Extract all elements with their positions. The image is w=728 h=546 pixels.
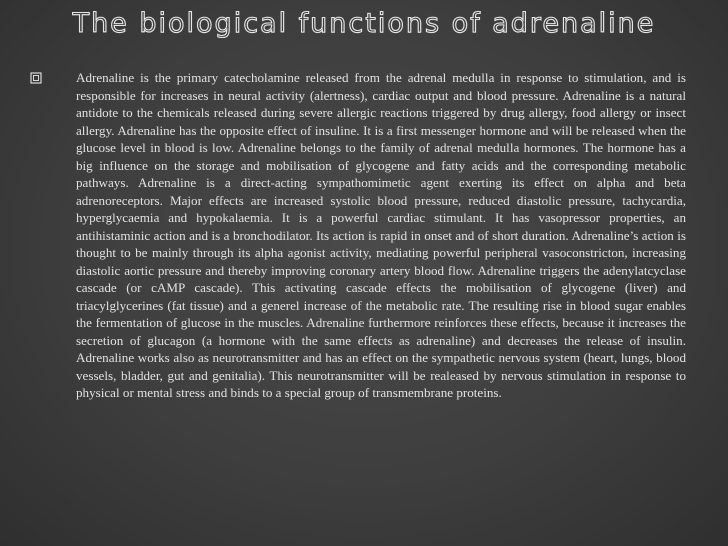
square-bullet-icon [30,72,42,84]
body-paragraph: Adrenaline is the primary catecholamine released from the adrenal medulla in response to stimulation, and is responsible for increases in neural activity (alertness), cardiac output and blood pressure. Adrenaline is a natural antidote to the chemicals released during severe allergic reactions triggered by drug allergy, food allergy or insect allergy. Adrenaline has the opposite effect of insuline. It is a first messenger hormone and will be released when the glucose level in blood is low. Adrenaline belongs to the family of adrenal medulla hormones. The hormone has a big influence on the storage and mobilisation of glycogene and fatty acids and the corresponding metabolic pathways. Adrenaline is a direct-acting sympathomimetic agent exerting its effect on alpha and beta adrenoreceptors. Major effects are increased systolic blood pressure, reduced diastolic pressure, tachycardia, hyperglycaemia and hypokalaemia. It is a powerful cardiac stimulant. It has vasopressor properties, an antihistaminic action and is a bronchodilator. Its action is rapid in onset and of short duration. Adrenaline’s action is thought to be mainly through its alpha agonist activity, mediating powerful peripheral vasoconstricton, increasing diastolic aortic pressure and thereby improving coronary artery blood flow. Adrenaline triggers the adenylatcyclase cascade (or cAMP cascade). This activating cascade effects the mobilisation of glycogene (liver) and triacylglycerines (fat tissue) and a generel increase of the metabolic rate. The resulting rise in blood sugar enables the fermentation of glucose in the muscles. Adrenaline furthermore reinforces these effects, because it increases the secretion of glucagon (a hormone with the same effects as adrenaline) and decreases the release of insulin. Adrenaline works also as neurotransmitter and has an effect on the sympathetic nervous system (heart, lungs, blood vessels, bladder, gut and genitalia). This neurotransmitter will be realeased by nervous stimulation in response to physical or mental stress and binds to a special group of transmembrane proteins. [76,70,686,400]
slide-title: The biological functions of adrenaline [72,8,656,39]
